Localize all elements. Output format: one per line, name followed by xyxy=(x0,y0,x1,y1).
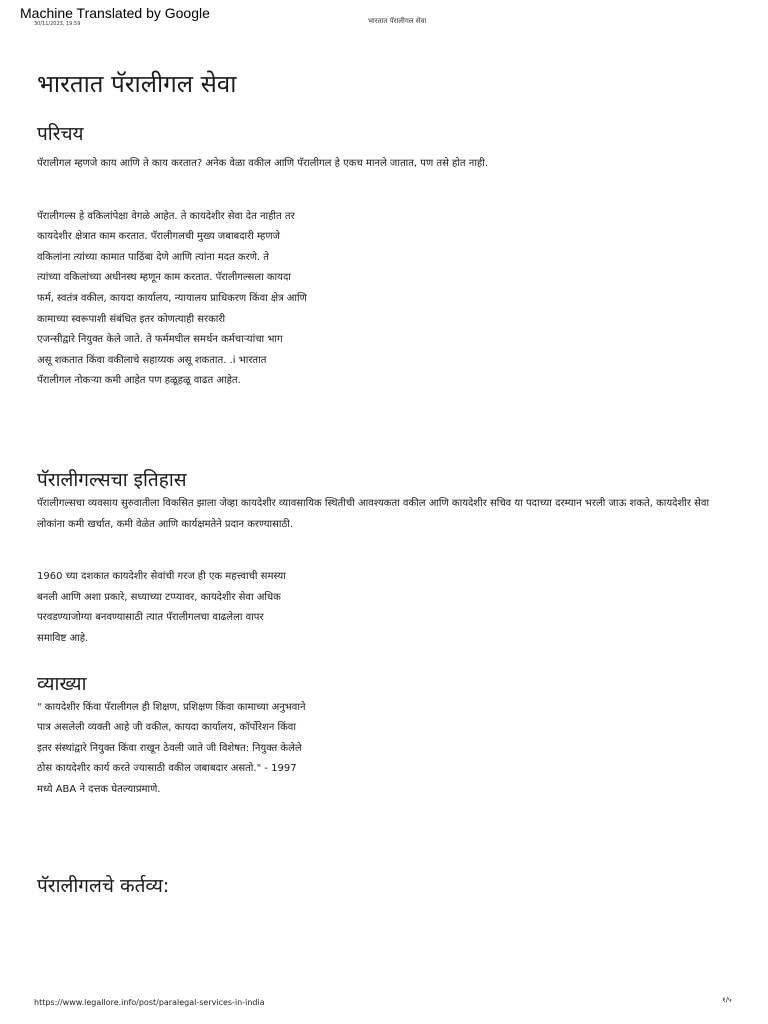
section-heading-history: पॅरालीगल्सचा इतिहास xyxy=(37,468,187,491)
footer-source-url: https://www.legallore.info/post/paralegal-services-in-india xyxy=(34,998,265,1007)
text-line: बनली आणि अशा प्रकारे, सध्याच्या टप्प्यावर, कायदेशीर सेवा अधिक xyxy=(37,591,281,603)
text-line: पॅरालीगल नोकऱ्या कमी आहेत पण हळूहळू वाढत आहेत. xyxy=(37,375,241,387)
text-line: समाविष्ट आहे. xyxy=(37,632,89,644)
print-header-title: भारतात पॅरालीगल सेवा xyxy=(368,17,427,25)
text-line: वकिलांना त्यांच्या कामात पाठिंबा देणे आणि त्यांना मदत करणे. ते xyxy=(37,251,269,263)
page-number: १/५ xyxy=(722,996,732,1004)
article xyxy=(37,60,737,900)
text-line: त्यांच्या वकिलांच्या अधीनस्थ म्हणून काम करतात. पॅरालीगल्सला कायदा xyxy=(37,272,291,284)
text-line: ठोस कायदेशीर कार्य करते ज्यासाठी वकील जबाबदार असतो." - 1997 xyxy=(37,763,297,775)
text-line: कामाच्या स्वरूपाशी संबंधित इतर कोणत्याही सरकारी xyxy=(37,313,226,325)
text-line: मध्ये ABA ने दत्तक घेतल्याप्रमाणे. xyxy=(37,783,161,795)
text-line: इतर संस्थांद्वारे नियुक्त किंवा राखून ठेवली जाते जी विशेषत: नियुक्त केलेले xyxy=(37,742,302,754)
text-line: 1960 च्या दशकात कायदेशीर सेवांची गरज ही एक महत्त्वाची समस्या xyxy=(37,571,286,583)
text-line: परवडण्याजोग्या बनवण्यासाठी त्यात पॅरालीगलचा वाढलेला वापर xyxy=(37,612,264,624)
definition-paragraph xyxy=(37,698,367,801)
text-line: पात्र असलेली व्यक्ती आहे जी वकील, कायदा कार्यालय, कॉर्पोरेशन किंवा xyxy=(37,722,296,734)
text-line: कायदेशीर क्षेत्रात काम करतात. पॅरालीगलची मुख्य जबाबदारी म्हणजे xyxy=(37,231,280,243)
section-heading-intro: परिचय xyxy=(37,123,84,145)
section-heading-definition: व्याख्या xyxy=(37,672,87,695)
page-title: भारतात पॅरालीगल सेवा xyxy=(37,70,237,98)
history-paragraph-1: पॅरालीगल्सचा व्यवसाय सुरुवातीला विकसित झाला जेव्हा कायदेशीर व्यावसायिक स्थितीची आवश्यकता वकील आणि कायदेशीर सचिव या पदाच्या दरम्यान भरली जाऊ शकते, कायदेशीर सेवा लोकांना कमी खर्चात, कमी वेळेत आणि कार्यक्षमतेने प्रदान करण्यासाठी. xyxy=(37,497,710,530)
machine-translated-banner: Machine Translated by Google xyxy=(20,5,210,21)
text-line: असू शकतात किंवा वकीलाचे सहाय्यक असू शकतात. .i भारतात xyxy=(37,354,267,366)
history-paragraph-2 xyxy=(37,567,367,649)
section-heading-duties: पॅरालीगलचे कर्तव्य: xyxy=(37,875,170,898)
print-date: 30/11/2023, 19:59 xyxy=(34,21,81,27)
text-line: फर्म, स्वतंत्र वकील, कायदा कार्यालय, न्यायालय प्राधिकरण किंवा क्षेत्र आणि xyxy=(37,292,307,304)
intro-paragraph-2 xyxy=(37,207,367,392)
text-line: एजन्सीद्वारे नियुक्त केले जाते. ते फर्ममधील समर्थन कर्मचाऱ्यांचा भाग xyxy=(37,334,283,346)
intro-paragraph-1: पॅरालीगल म्हणजे काय आणि ते काय करतात? अनेक वेळा वकील आणि पॅरालीगल हे एकच मानले जातात, पण तसे होत नाही. xyxy=(37,158,489,169)
text-line: " कायदेशीर किंवा पॅरालीगल ही शिक्षण, प्रशिक्षण किंवा कामाच्या अनुभवाने xyxy=(37,701,306,713)
text-line: पॅरालीगल्स हे वकिलांपेक्षा वेगळे आहेत. ते कायदेशीर सेवा देत नाहीत तर xyxy=(37,210,295,222)
